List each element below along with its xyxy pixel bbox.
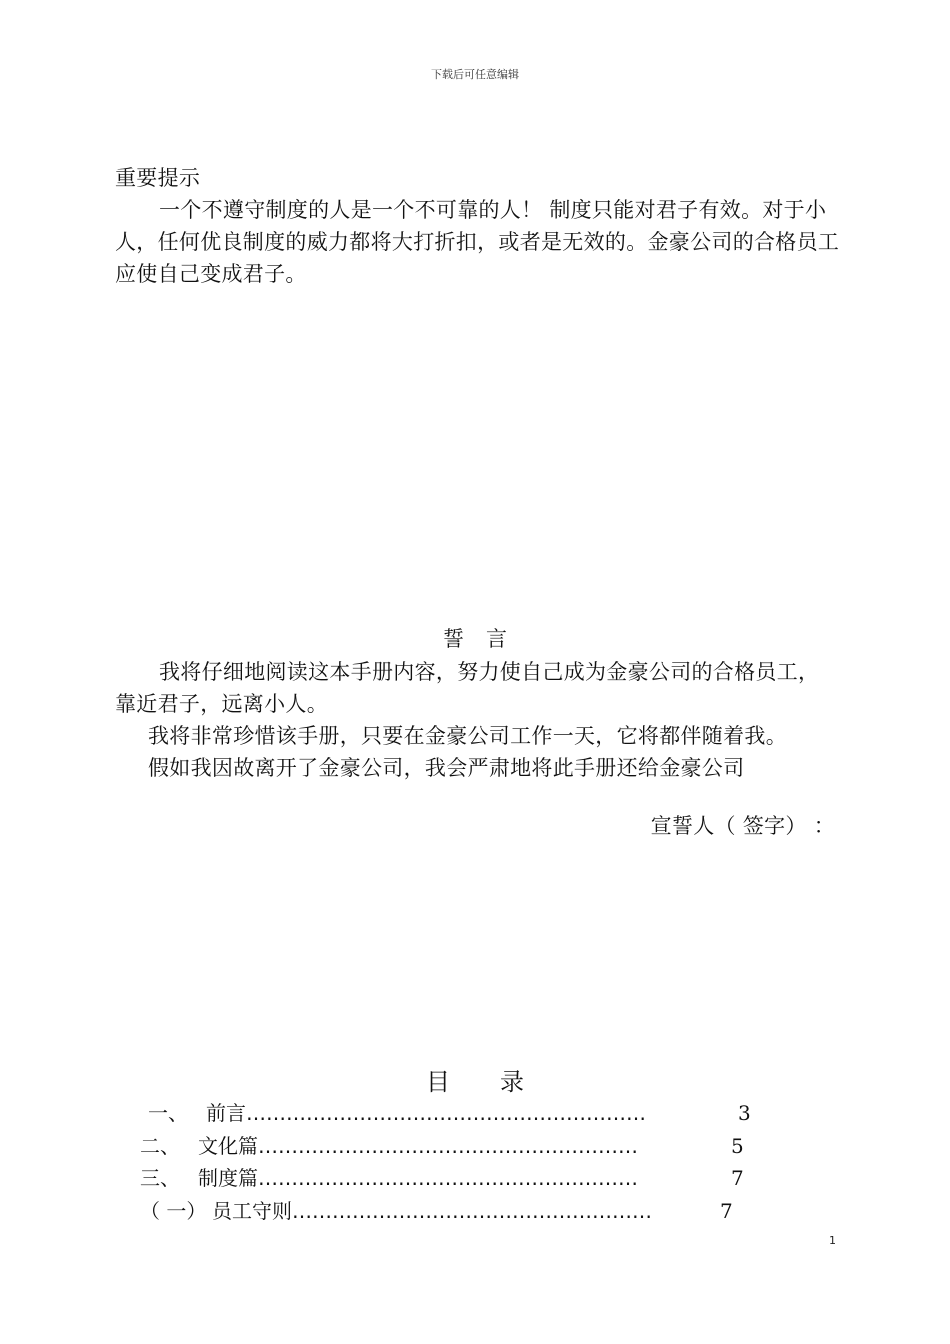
toc-entry-number: 二、	[140, 1134, 180, 1158]
toc-entry-leader: ……………………………………………………	[246, 1101, 646, 1125]
oath-paragraph-3: 假如我因故离开了金豪公司，我会严肃地将此手册还给金豪公司	[148, 756, 745, 780]
oath-paragraph-1: 我将仔细地阅读这本手册内容，努力使自己成为金豪公司的合格员工，靠近君子，远离小人。	[115, 660, 820, 716]
toc-entry-number: 三、	[140, 1166, 180, 1190]
toc-entry-label: 文化篇	[198, 1134, 258, 1158]
toc-entry-number: （ 一）	[140, 1199, 207, 1223]
toc-entry-label: 前言	[206, 1101, 246, 1125]
toc-title	[0, 1066, 950, 1098]
toc-entry[interactable]	[140, 1163, 744, 1193]
toc-entry-page: 5	[731, 1134, 744, 1158]
toc-entry-label: 员工守则	[212, 1199, 292, 1223]
oath-signature-line: 宣誓人（ 签字） ：	[650, 814, 835, 838]
toc-entry-page: 7	[731, 1166, 744, 1190]
toc-title-text: 目录	[426, 1068, 574, 1096]
notice-title: 重要提示	[115, 166, 201, 190]
toc-entry-label: 制度篇	[198, 1166, 258, 1190]
toc-entry-leader: ………………………………………………	[292, 1199, 652, 1223]
toc-entry-leader: …………………………………………………	[258, 1166, 638, 1190]
toc-entry-page: 7	[720, 1199, 733, 1223]
page-header: 下载后可任意编辑	[431, 68, 519, 81]
oath-title-text: 誓言	[443, 627, 529, 651]
page-number: 1	[829, 1234, 836, 1247]
toc-entry-leader: …………………………………………………	[258, 1134, 638, 1158]
toc-entry[interactable]	[140, 1196, 733, 1226]
toc-entry-number: 一、	[148, 1101, 188, 1125]
toc-entry-page: 3	[738, 1101, 751, 1125]
notice-body: 一个不遵守制度的人是一个不可靠的人！ 制度只能对君子有效。对于小人，任何优良制度的威力都将大打折扣，或者是无效的。金豪公司的合格员工应使自己变成君子。	[115, 198, 840, 286]
oath-paragraph-2: 我将非常珍惜该手册，只要在金豪公司工作一天，它将都伴随着我。	[148, 724, 787, 748]
oath-title	[0, 623, 950, 655]
toc-entry[interactable]	[140, 1131, 744, 1161]
toc-entry[interactable]	[148, 1098, 751, 1128]
